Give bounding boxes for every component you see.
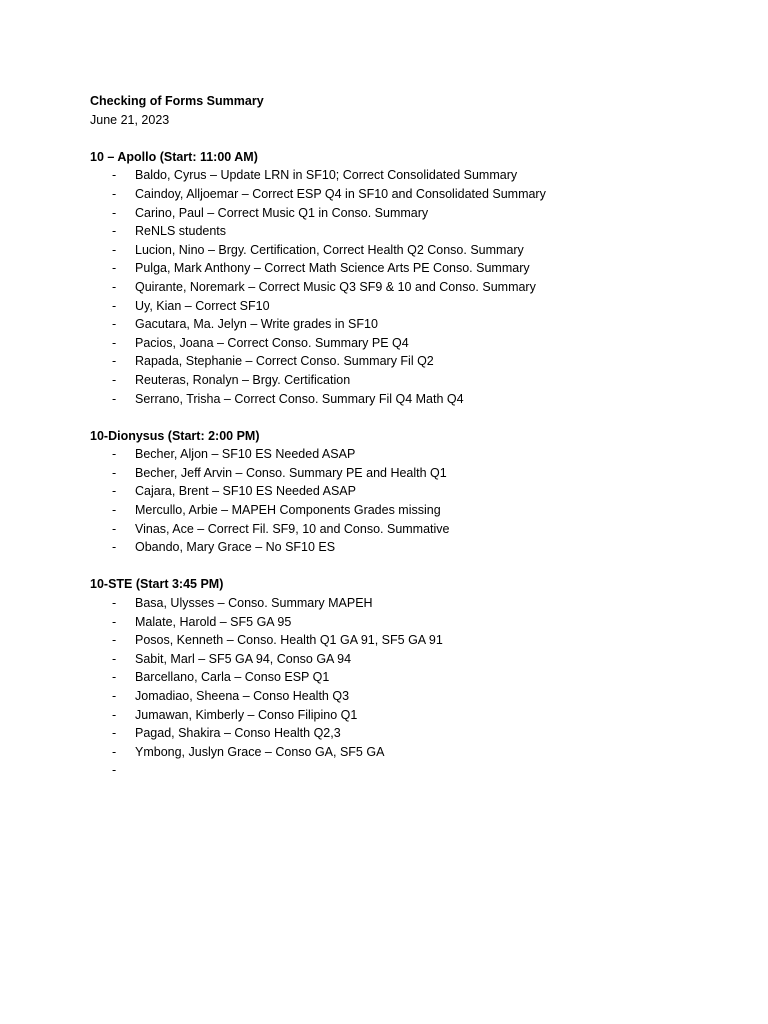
list-item (90, 538, 730, 557)
list-item (90, 278, 730, 297)
list-item (90, 371, 730, 390)
bullet-dash: - (112, 484, 117, 499)
list-item-text: Becher, Jeff Arvin – Conso. Summary PE and Health Q1 (135, 465, 447, 480)
bullet-dash: - (112, 298, 117, 313)
bullet-dash: - (112, 503, 117, 518)
bullet-dash: - (112, 689, 117, 703)
list-item-text: Rapada, Stephanie – Correct Conso. Summary Fil Q2 (135, 354, 434, 369)
list-item (90, 594, 730, 613)
document-date: June 21, 2023 (90, 112, 170, 127)
section-list (90, 166, 730, 408)
bullet-dash: - (112, 335, 117, 350)
bullet-dash: - (112, 726, 117, 741)
list-item (90, 204, 730, 223)
section-apollo (90, 148, 730, 408)
section-ste (90, 575, 730, 780)
bullet-dash: - (112, 744, 117, 759)
list-item (90, 185, 730, 204)
bullet-dash: - (112, 261, 117, 276)
list-item-text: Cajara, Brent – SF10 ES Needed ASAP (135, 484, 356, 499)
bullet-dash: - (112, 707, 117, 722)
bullet-dash: - (112, 317, 117, 332)
list-item-text: Mercullo, Arbie – MAPEH Components Grades missing (135, 503, 441, 518)
list-item (90, 464, 730, 483)
list-item (90, 501, 730, 520)
list-item-text: Posos, Kenneth – Conso. Health Q1 GA 91, SF5 GA 91 (135, 633, 443, 648)
list-item-text: Jumawan, Kimberly – Conso Filipino Q1 (135, 707, 358, 722)
list-item-text: Malate, Harold – SF5 GA 95 (135, 614, 292, 629)
list-item (90, 668, 730, 687)
bullet-dash: - (112, 242, 117, 257)
list-item-text: Lucion, Nino – Brgy. Certification, Correct Health Q2 Conso. Summary (135, 242, 524, 257)
list-item (90, 613, 730, 632)
bullet-dash: - (112, 186, 117, 201)
list-item-text: ReNLS students (135, 224, 227, 239)
list-item-text: Caindoy, Alljoemar – Correct ESP Q4 in SF10 and Consolidated Summary (135, 186, 546, 201)
list-item (90, 352, 730, 371)
bullet-dash: - (112, 763, 117, 778)
list-item-text: Carino, Paul – Correct Music Q1 in Conso. Summary (135, 205, 429, 220)
bullet-dash: - (112, 224, 117, 239)
bullet-dash: - (112, 633, 117, 648)
section-list (90, 594, 730, 780)
section-heading: 10-Dionysus (Start: 2:00 PM) (90, 428, 260, 443)
list-item-text: Jomadiao, Sheena – Conso Health Q3 (135, 689, 350, 703)
bullet-dash: - (112, 614, 117, 629)
list-item (90, 482, 730, 501)
list-item-text: Pagad, Shakira – Conso Health Q2,3 (135, 726, 341, 741)
list-item (90, 445, 730, 464)
bullet-dash: - (112, 168, 117, 183)
list-item (90, 390, 730, 409)
document-body (90, 92, 730, 780)
document-title: Checking of Forms Summary (90, 94, 264, 108)
list-item-text: Serrano, Trisha – Correct Conso. Summary Fil Q4 Math Q4 (135, 391, 464, 406)
bullet-dash: - (112, 391, 117, 406)
list-item-empty (90, 761, 730, 780)
section-list (90, 445, 730, 557)
section-heading: 10 – Apollo (Start: 11:00 AM) (90, 149, 258, 164)
list-item-text: Baldo, Cyrus – Update LRN in SF10; Correct Consolidated Summary (135, 168, 518, 183)
list-item-text: Pacios, Joana – Correct Conso. Summary PE Q4 (135, 335, 409, 350)
bullet-dash: - (112, 540, 117, 555)
bullet-dash: - (112, 596, 117, 611)
spacer (90, 557, 730, 576)
bullet-dash: - (112, 205, 117, 220)
bullet-dash: - (112, 670, 117, 685)
list-item-text: Vinas, Ace – Correct Fil. SF9, 10 and Conso. Summative (135, 521, 450, 536)
list-item (90, 520, 730, 539)
section-heading: 10-STE (Start 3:45 PM) (90, 577, 224, 592)
list-item (90, 743, 730, 762)
list-item (90, 259, 730, 278)
list-item (90, 631, 730, 650)
bullet-dash: - (112, 465, 117, 480)
list-item-text: Sabit, Marl – SF5 GA 94, Conso GA 94 (135, 651, 352, 666)
list-item-text: Becher, Aljon – SF10 ES Needed ASAP (135, 447, 356, 462)
list-item-text: Basa, Ulysses – Conso. Summary MAPEH (135, 596, 373, 611)
list-item-text: Uy, Kian – Correct SF10 (135, 298, 270, 313)
list-item-text: Ymbong, Juslyn Grace – Conso GA, SF5 GA (135, 744, 385, 759)
spacer (90, 129, 730, 148)
list-item (90, 315, 730, 334)
list-item (90, 297, 730, 316)
bullet-dash: - (112, 279, 117, 294)
list-item-text: Reuteras, Ronalyn – Brgy. Certification (135, 372, 351, 387)
list-item-text: Barcellano, Carla – Conso ESP Q1 (135, 670, 330, 685)
list-item (90, 166, 730, 185)
list-item-text: Obando, Mary Grace – No SF10 ES (135, 540, 336, 555)
list-item (90, 334, 730, 353)
list-item (90, 687, 730, 706)
list-item-text: Gacutara, Ma. Jelyn – Write grades in SF10 (135, 317, 378, 332)
bullet-dash: - (112, 447, 117, 462)
section-dionysus (90, 427, 730, 557)
list-item (90, 241, 730, 260)
list-item-text: Quirante, Noremark – Correct Music Q3 SF9 & 10 and Conso. Summary (135, 279, 536, 294)
list-item (90, 706, 730, 725)
spacer (90, 408, 730, 427)
bullet-dash: - (112, 651, 117, 666)
list-item-text: Pulga, Mark Anthony – Correct Math Science Arts PE Conso. Summary (135, 261, 530, 276)
list-item (90, 724, 730, 743)
bullet-dash: - (112, 354, 117, 369)
list-item (90, 650, 730, 669)
bullet-dash: - (112, 521, 117, 536)
bullet-dash: - (112, 372, 117, 387)
list-item (90, 222, 730, 241)
